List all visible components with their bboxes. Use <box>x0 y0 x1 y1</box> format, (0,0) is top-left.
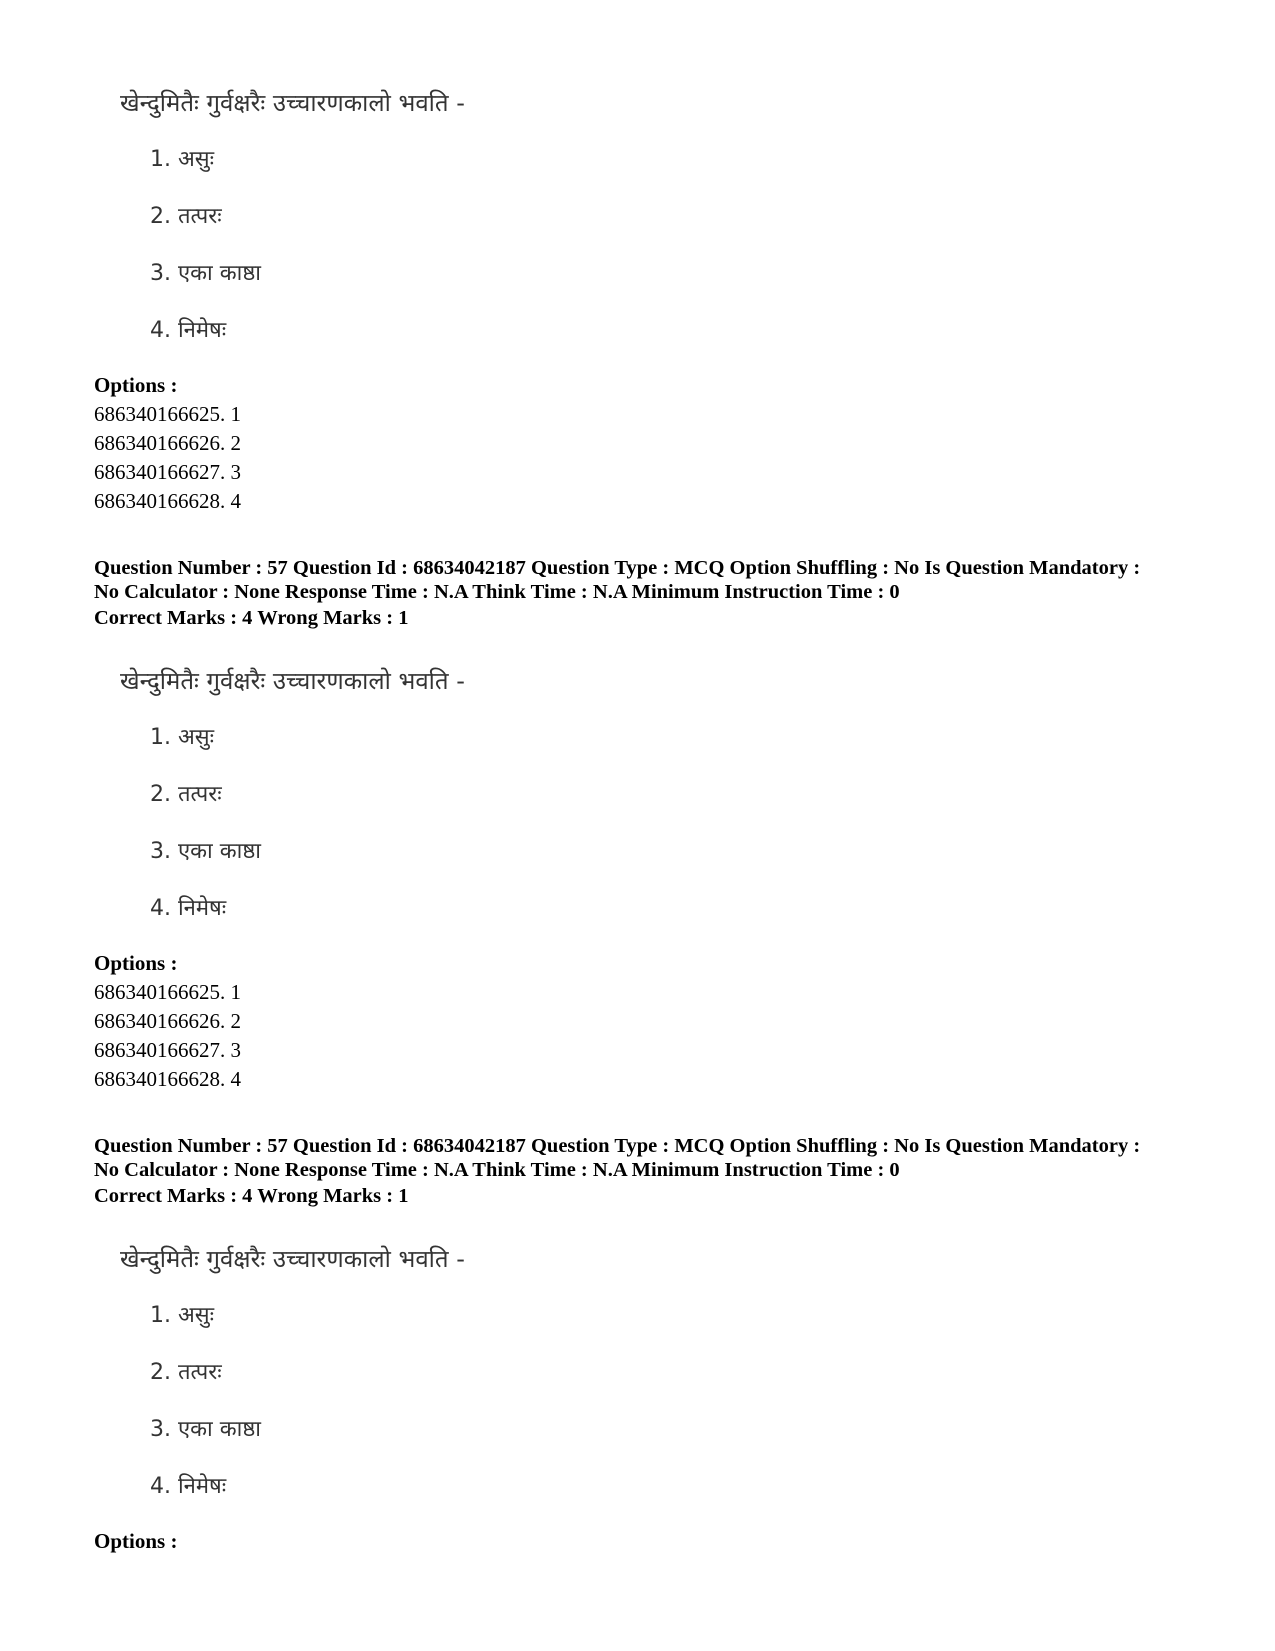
choice-4: 4. निमेषः <box>150 1474 227 1499</box>
option-line: 686340166625. 1 <box>94 980 241 1004</box>
options-label: Options : <box>94 1529 178 1553</box>
option-line: 686340166626. 2 <box>94 1009 241 1033</box>
options-label: Options : <box>94 951 178 975</box>
question-meta-line: No Calculator : None Response Time : N.A Think Time : N.A Minimum Instruction Time : 0 <box>94 1159 900 1181</box>
choice-3: 3. एका काष्ठा <box>150 839 261 864</box>
question-text: खेन्दुमितैः गुर्वक्षरैः उच्चारणकालो भवति - <box>120 667 465 695</box>
choice-2: 2. तत्परः <box>150 204 222 229</box>
option-line: 686340166628. 4 <box>94 489 241 513</box>
option-line: 686340166626. 2 <box>94 431 241 455</box>
option-line: 686340166627. 3 <box>94 460 241 484</box>
choice-1: 1. असुः <box>150 1303 215 1328</box>
question-text: खेन्दुमितैः गुर्वक्षरैः उच्चारणकालो भवति - <box>120 1245 465 1273</box>
choice-1: 1. असुः <box>150 725 215 750</box>
option-line: 686340166625. 1 <box>94 402 241 426</box>
marks-line: Correct Marks : 4 Wrong Marks : 1 <box>94 607 409 629</box>
choice-4: 4. निमेषः <box>150 318 227 343</box>
choice-4: 4. निमेषः <box>150 896 227 921</box>
question-meta-line: No Calculator : None Response Time : N.A Think Time : N.A Minimum Instruction Time : 0 <box>94 581 900 603</box>
choice-1: 1. असुः <box>150 147 215 172</box>
option-line: 686340166627. 3 <box>94 1038 241 1062</box>
question-text: खेन्दुमितैः गुर्वक्षरैः उच्चारणकालो भवति - <box>120 89 465 117</box>
options-label: Options : <box>94 373 178 397</box>
question-meta-line: Question Number : 57 Question Id : 68634042187 Question Type : MCQ Option Shuffling : No Is Question Mandatory : <box>94 557 1141 579</box>
choice-3: 3. एका काष्ठा <box>150 261 261 286</box>
choice-2: 2. तत्परः <box>150 782 222 807</box>
choice-3: 3. एका काष्ठा <box>150 1417 261 1442</box>
question-meta <box>94 556 1214 604</box>
question-meta <box>94 1134 1214 1182</box>
option-line: 686340166628. 4 <box>94 1067 241 1091</box>
question-meta-line: Question Number : 57 Question Id : 68634042187 Question Type : MCQ Option Shuffling : No Is Question Mandatory : <box>94 1135 1141 1157</box>
choice-2: 2. तत्परः <box>150 1360 222 1385</box>
marks-line: Correct Marks : 4 Wrong Marks : 1 <box>94 1185 409 1207</box>
